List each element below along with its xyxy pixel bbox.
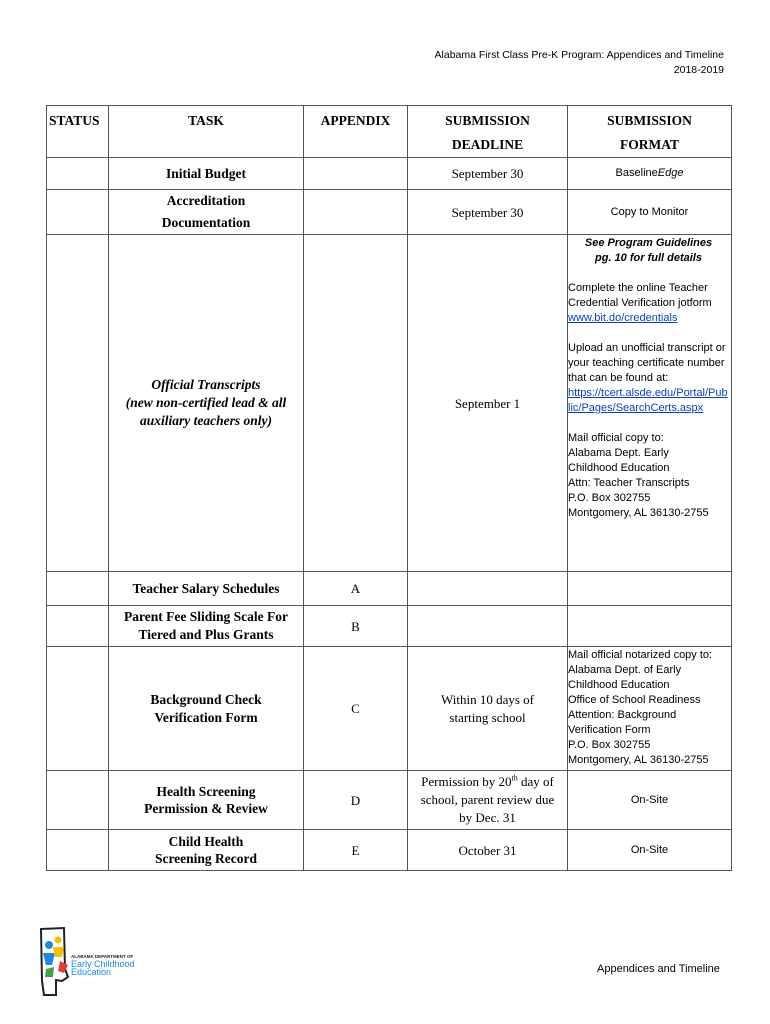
status-cell (47, 771, 109, 830)
appendix-cell: D (304, 771, 408, 830)
deadline-cell: September 1 (408, 235, 568, 572)
table-row (47, 235, 732, 572)
task-cell: Parent Fee Sliding Scale For Tiered and Plus Grants (109, 606, 304, 647)
format-step-jotform: Complete the online Teacher Credential Verification jotform www.bit.do/credentials (568, 282, 712, 324)
col-appendix: APPENDIX (304, 106, 408, 158)
appendix-cell (304, 235, 408, 572)
status-cell (47, 830, 109, 871)
appendix-cell: E (304, 830, 408, 871)
deadline-cell: Within 10 days of starting school (408, 647, 568, 771)
header-title: Alabama First Class Pre-K Program: Appendices and Timeline (434, 49, 724, 61)
logo-early-childhood-text: Early Childhood (71, 959, 135, 969)
format-note: See Program Guidelines pg. 10 for full details (584, 237, 713, 264)
task-cell: Official Transcripts (new non-certified lead & all auxiliary teachers only) (109, 235, 304, 572)
task-cell: Initial Budget (109, 158, 304, 190)
format-cell: On-Site (568, 771, 732, 830)
task-cell: Background Check Verification Form (109, 647, 304, 771)
task-cell: Accreditation Documentation (109, 190, 304, 235)
format-step-upload: Upload an unofficial transcript or your teaching certificate number that can be found at: https://tcert.alsde.edu/Portal/Public/Pages/SearchCerts.aspx (568, 342, 728, 414)
status-cell (47, 572, 109, 606)
child-figure-green (45, 967, 54, 977)
deadline-cell: October 31 (408, 830, 568, 871)
alabama-state-outline (41, 928, 68, 995)
tcert-link[interactable]: https://tcert.alsde.edu/Portal/Public/Pages/SearchCerts.aspx (568, 387, 728, 414)
appendix-cell: B (304, 606, 408, 647)
table-row (47, 606, 732, 647)
appendix-cell (304, 190, 408, 235)
status-cell (47, 647, 109, 771)
task-cell: Teacher Salary Schedules (109, 572, 304, 606)
table-row (47, 647, 732, 771)
credentials-link[interactable]: www.bit.do/credentials (568, 312, 678, 324)
format-cell (568, 606, 732, 647)
appendix-cell: C (304, 647, 408, 771)
deadline-cell: September 30 (408, 158, 568, 190)
child-figure-yellow (55, 937, 62, 944)
col-deadline: SUBMISSION DEADLINE (408, 106, 568, 158)
format-cell: BaselineEdge (568, 158, 732, 190)
task-cell: Child Health Screening Record (109, 830, 304, 871)
deadline-cell (408, 606, 568, 647)
task-cell: Health Screening Permission & Review (109, 771, 304, 830)
table-row (47, 572, 732, 606)
page-header (435, 48, 724, 78)
deadline-cell (408, 572, 568, 606)
status-cell (47, 606, 109, 647)
alabama-early-childhood-logo (38, 925, 168, 997)
table-row (47, 830, 732, 871)
appendix-cell: A (304, 572, 408, 606)
table-row (47, 158, 732, 190)
appendices-table (46, 105, 732, 871)
format-cell: Mail official notarized copy to: Alabama Dept. of Early Childhood Education Office of School Readiness Attention: Background Verification Form P.O. Box 302755 Montgomery, AL 36130-2755 (568, 647, 732, 771)
child-figure-blue (45, 941, 53, 949)
logo-dept-text: ALABAMA DEPARTMENT OF (71, 954, 134, 959)
status-cell (47, 235, 109, 572)
table-header-row (47, 106, 732, 158)
format-cell: On-Site (568, 830, 732, 871)
deadline-cell: September 30 (408, 190, 568, 235)
status-cell (47, 158, 109, 190)
appendix-cell (304, 158, 408, 190)
table-row (47, 190, 732, 235)
format-step-mail: Mail official copy to: Alabama Dept. Early Childhood Education Attn: Teacher Transcripts P.O. Box 302755 Montgomery, AL 36130-2755 (568, 432, 709, 519)
header-year: 2018-2019 (673, 64, 724, 76)
col-format: SUBMISSION FORMAT (568, 106, 732, 158)
col-status: STATUS (47, 106, 109, 158)
deadline-cell: Permission by 20th day of school, parent review due by Dec. 31 (408, 771, 568, 830)
format-cell (568, 235, 732, 572)
format-cell (568, 572, 732, 606)
table-row (47, 771, 732, 830)
col-task: TASK (109, 106, 304, 158)
format-cell: Copy to Monitor (568, 190, 732, 235)
logo-education-text: Education (71, 967, 112, 977)
page-footer: Appendices and Timeline (597, 963, 720, 975)
status-cell (47, 190, 109, 235)
